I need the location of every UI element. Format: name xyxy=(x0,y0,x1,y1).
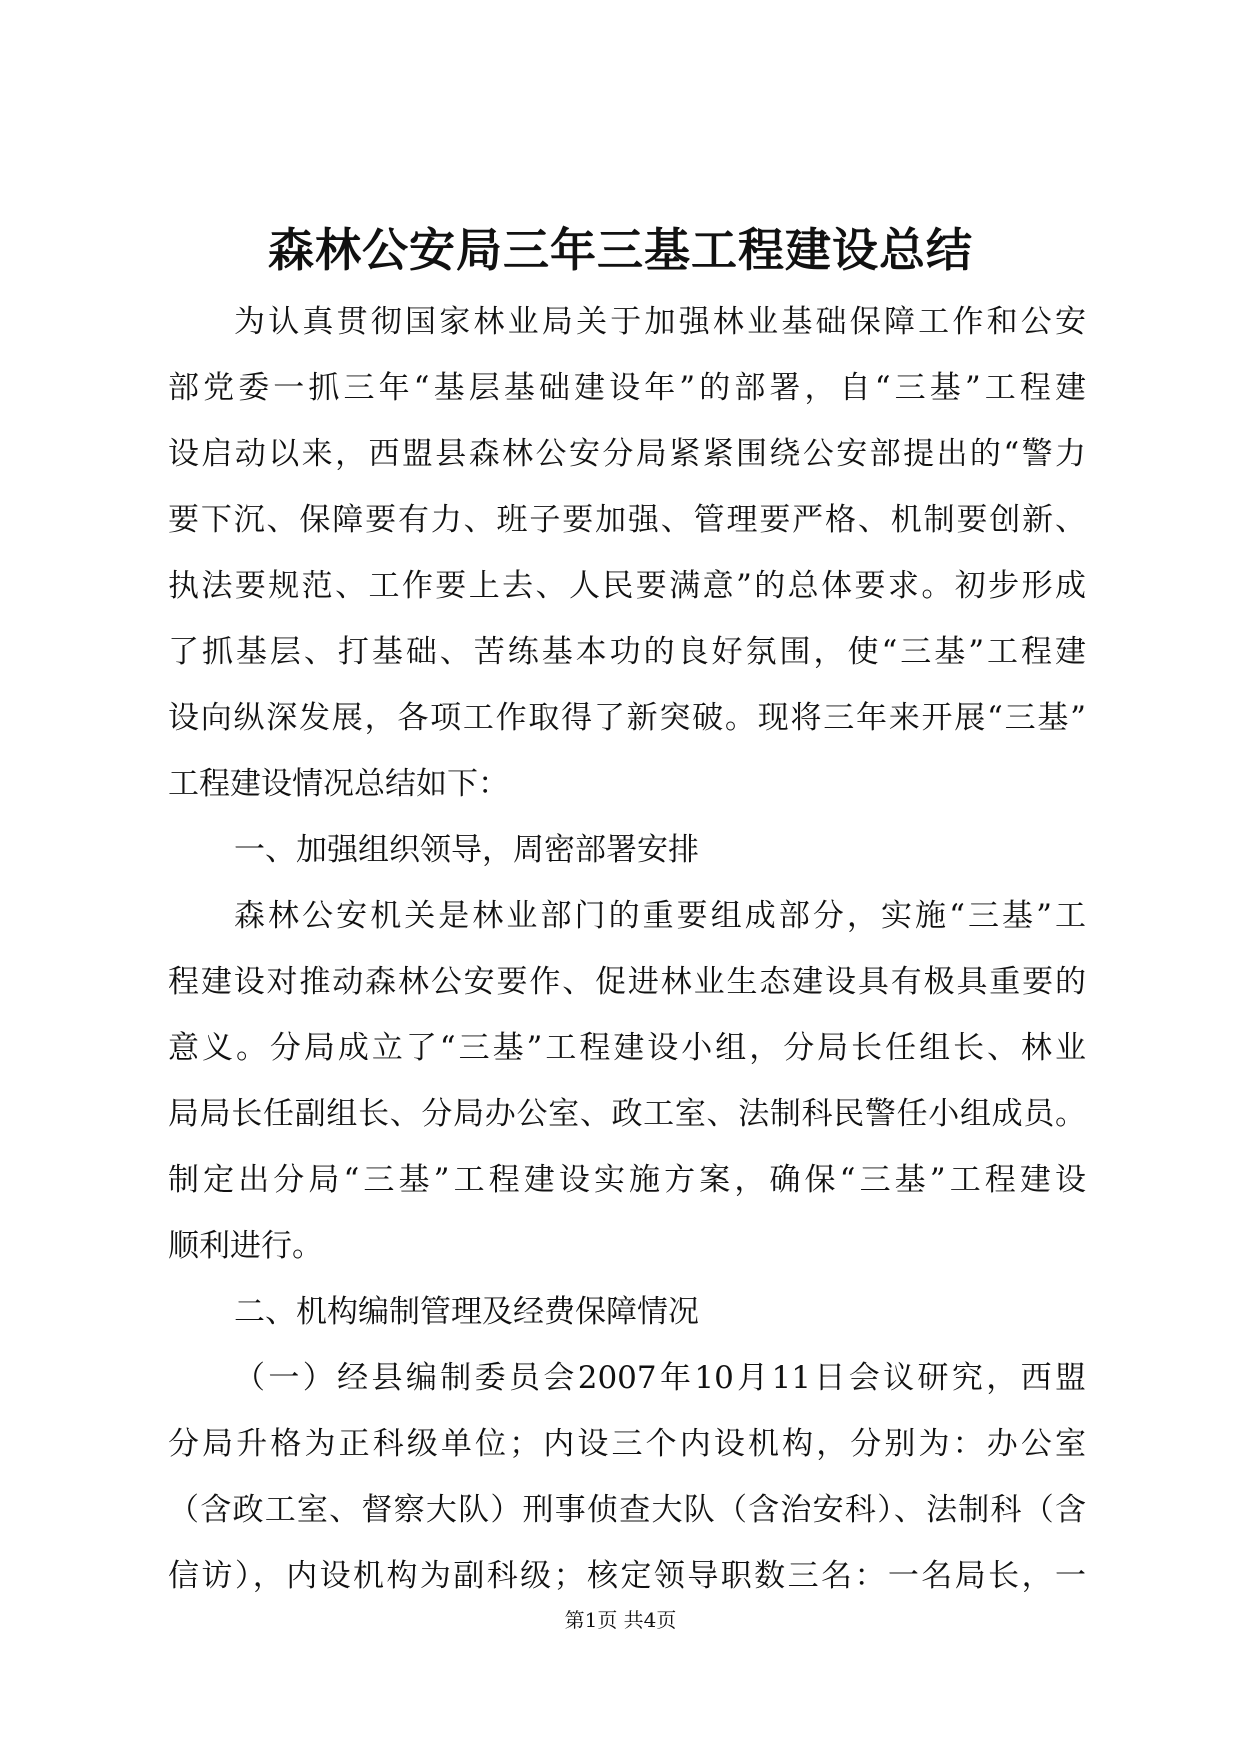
body-line: 信访），内设机构为副科级；核定领导职数三名：一名局长，一 xyxy=(168,1558,1086,1594)
body-line: （一）经县编制委员会2007年10月11日会议研究，西盟 xyxy=(234,1360,1086,1396)
body-line: 部党委一抓三年“基层基础建设年”的部署，自“三基”工程建 xyxy=(168,370,1086,406)
body-line: 设向纵深发展，各项工作取得了新突破。现将三年来开展“三基” xyxy=(168,700,1086,736)
body-line: （含政工室、督察大队）刑事侦查大队（含治安科）、法制科（含 xyxy=(168,1492,1086,1528)
body-line: 执法要规范、工作要上去、人民要满意”的总体要求。初步形成 xyxy=(168,568,1086,604)
body-line: 森林公安机关是林业部门的重要组成部分，实施“三基”工 xyxy=(234,898,1086,934)
document-body xyxy=(168,289,1086,1609)
body-line: 工程建设情况总结如下： xyxy=(168,766,509,802)
body-line: 局局长任副组长、分局办公室、政工室、法制科民警任小组成员。 xyxy=(168,1096,1086,1132)
body-line: 为认真贯彻国家林业局关于加强林业基础保障工作和公安 xyxy=(234,304,1086,340)
body-line: 顺利进行。 xyxy=(168,1228,323,1264)
body-line: 了抓基层、打基础、苦练基本功的良好氛围，使“三基”工程建 xyxy=(168,634,1086,670)
body-line: 意义。分局成立了“三基”工程建设小组，分局长任组长、林业 xyxy=(168,1030,1086,1066)
body-line: 制定出分局“三基”工程建设实施方案，确保“三基”工程建设 xyxy=(168,1162,1086,1198)
body-line: 程建设对推动森林公安要作、促进林业生态建设具有极具重要的 xyxy=(168,964,1086,1000)
section-heading: 一、加强组织领导，周密部署安排 xyxy=(234,832,699,868)
body-line: 要下沉、保障要有力、班子要加强、管理要严格、机制要创新、 xyxy=(168,502,1086,538)
document-title: 森林公安局三年三基工程建设总结 xyxy=(268,223,973,277)
body-line: 分局升格为正科级单位；内设三个内设机构，分别为：办公室 xyxy=(168,1426,1086,1462)
page-number-footer: 第1页 共4页 xyxy=(564,1608,677,1632)
section-heading: 二、机构编制管理及经费保障情况 xyxy=(234,1294,699,1330)
body-line: 设启动以来，西盟县森林公安分局紧紧围绕公安部提出的“警力 xyxy=(168,436,1086,472)
